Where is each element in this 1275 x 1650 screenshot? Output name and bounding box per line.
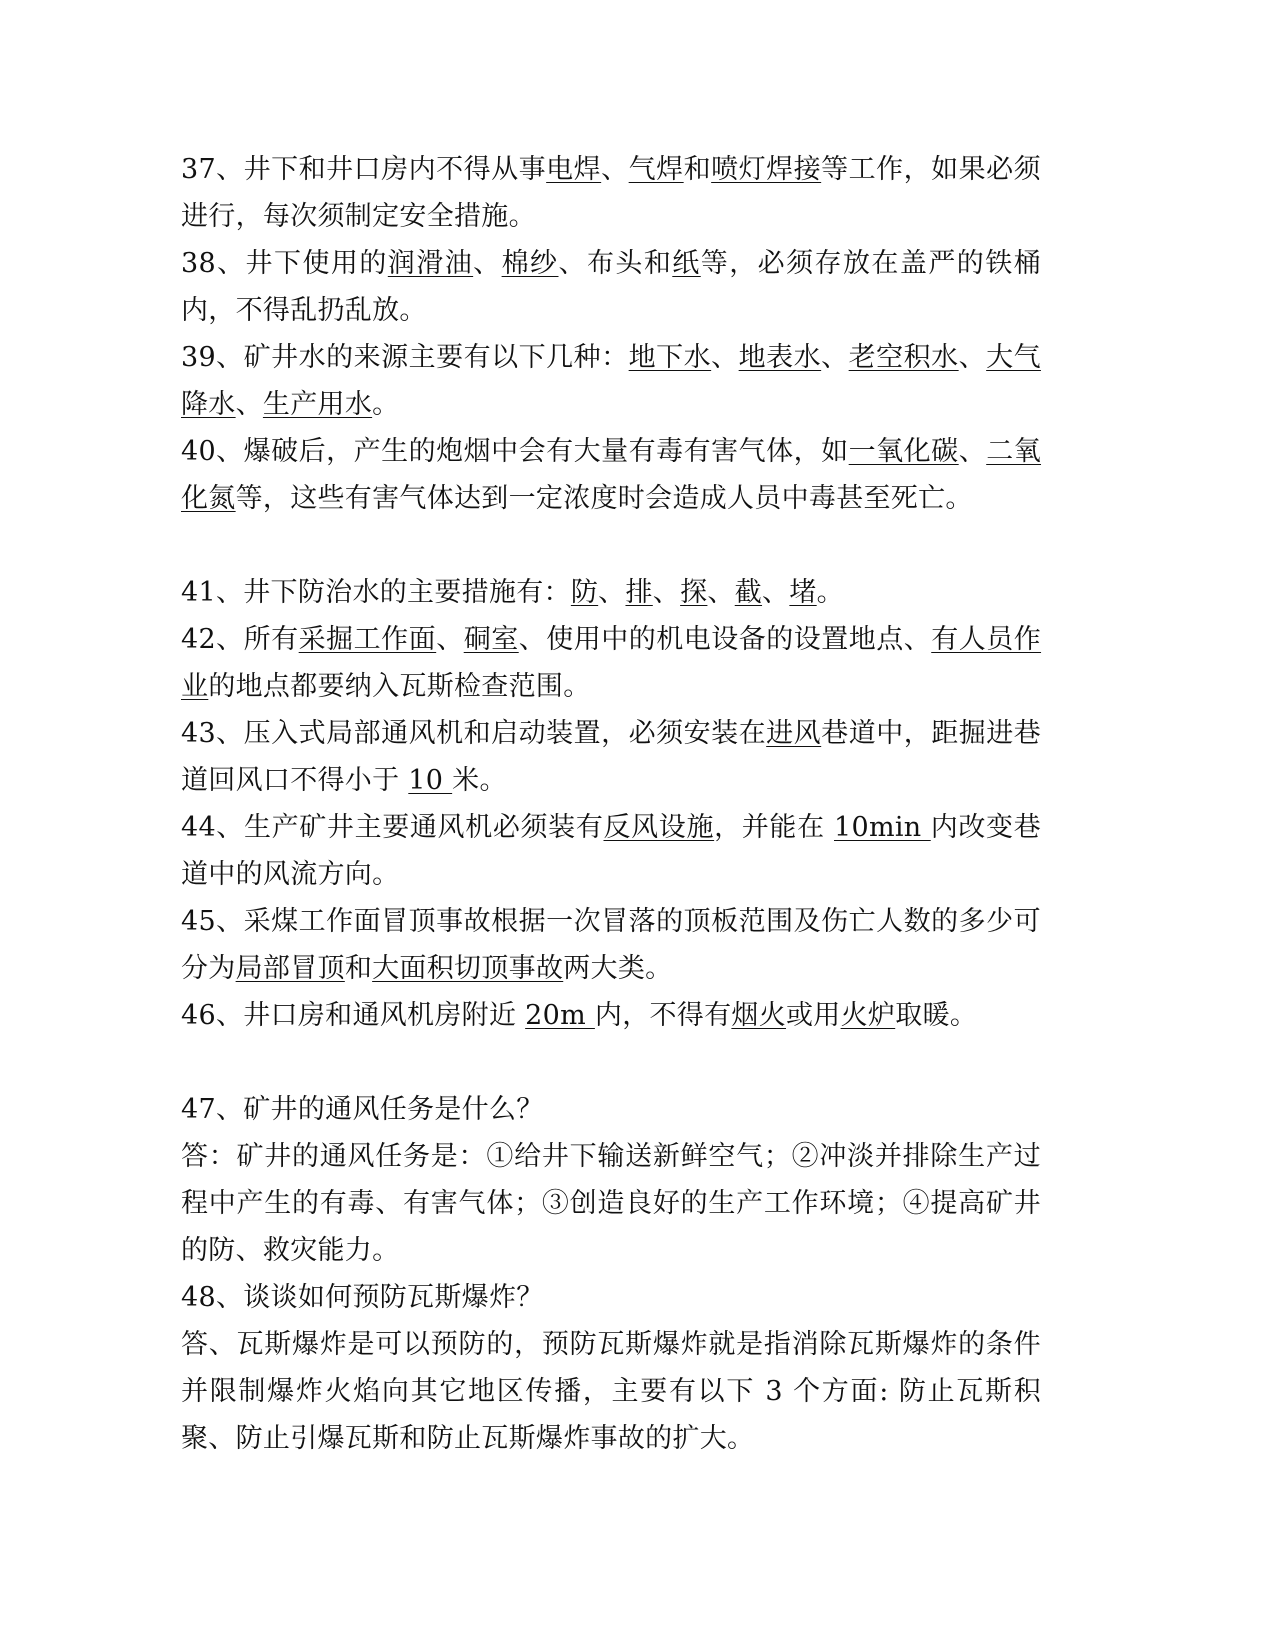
text-segment: 、 [711,342,739,373]
paragraph-q43 [181,710,1041,804]
text-segment: ，并能在 [714,812,834,843]
text-segment: 答、瓦斯爆炸是可以预防的，预防瓦斯爆炸就是指消除瓦斯爆炸的条件并限制爆炸火焰向其它地区传播，主要有以下 3 个方面: 防止瓦斯积聚、防止引爆瓦斯和防止瓦斯爆炸事故的扩大。 [181,1329,1041,1454]
text-segment: 38、井下使用的 [181,248,388,279]
text-segment: 、 [473,248,502,279]
underlined-answer: 反风设施 [603,812,715,843]
text-segment: 米。 [452,765,507,796]
paragraph-q40 [181,428,1041,522]
underlined-answer: 截 [734,577,763,608]
text-segment: 内，不得有 [594,1000,732,1031]
text-segment: 44、生产矿井主要通风机必须装有 [181,812,604,843]
text-segment: 巷道中，距掘进巷道回风口不得小于 [181,718,1041,796]
text-segment: 、 [707,577,735,608]
document-body [181,146,1041,1462]
underlined-answer: 润滑油 [387,248,474,279]
text-segment: 。 [816,577,844,608]
underlined-answer: 采掘工作面 [298,624,437,655]
text-segment: 43、压入式局部通风机和启动装置，必须安装在 [181,718,767,749]
underlined-answer: 防 [570,577,599,608]
underlined-answer: 二氧化氮 [181,436,1042,514]
text-segment: 42、所有 [181,624,299,655]
text-segment: 的地点都要纳入瓦斯检查范围。 [208,671,591,702]
text-segment: 和 [344,953,373,984]
text-segment: 、 [598,577,626,608]
paragraph-a47 [181,1133,1041,1274]
paragraph-q45 [181,898,1041,992]
underlined-answer: 有人员作业 [181,624,1042,702]
text-segment: 、 [762,577,790,608]
underlined-answer: 硐室 [463,624,519,655]
underlined-answer: 喷灯焊接 [711,154,822,185]
paragraph-q48 [181,1274,1041,1321]
text-segment: 、 [652,577,681,608]
text-segment: 、使用中的机电设备的设置地点、 [518,624,932,655]
paragraph-a48 [181,1321,1041,1462]
text-segment: 、 [958,436,987,467]
underlined-answer: 进风 [766,718,822,749]
underlined-answer: 10min [834,812,931,843]
underlined-answer: 20m [525,1000,595,1031]
underlined-answer: 大面积切顶事故 [372,953,564,984]
paragraph-q44 [181,804,1041,898]
underlined-answer: 一氧化碳 [848,436,959,467]
underlined-answer: 10 [408,765,453,796]
text-segment: 、 [821,342,849,373]
paragraph-q37 [181,146,1041,240]
text-segment: 或用 [786,1000,841,1031]
text-segment: 、布头和 [558,248,673,279]
underlined-answer: 大气降水 [181,342,1041,420]
paragraph-q41 [181,569,1041,616]
paragraph-q47 [181,1086,1041,1133]
underlined-answer: 探 [680,577,708,608]
paragraph-q46 [181,992,1041,1039]
underlined-answer: 生产用水 [262,389,373,420]
text-segment: 。 [372,389,400,420]
text-segment: 46、井口房和通风机房附近 [181,1000,526,1031]
paragraph-q42 [181,616,1041,710]
paragraph-q38 [181,240,1041,334]
text-segment: 39、矿井水的来源主要有以下几种： [181,342,629,373]
text-segment: 41、井下防治水的主要措施有： [181,577,571,608]
text-segment: 47、矿井的通风任务是什么？ [181,1094,544,1125]
text-segment: 等，这些有害气体达到一定浓度时会造成人员中毒甚至死亡。 [235,483,973,514]
text-segment: 37、井下和井口房内不得从事 [181,154,547,185]
underlined-answer: 堵 [789,577,817,608]
text-segment: 两大类。 [563,953,673,984]
text-segment: 内改变巷道中的风流方向。 [181,812,1042,890]
underlined-answer: 地表水 [738,342,822,373]
text-segment: 、 [958,342,987,373]
text-segment: 取暖。 [895,1000,978,1031]
underlined-answer: 地下水 [628,342,712,373]
text-segment: 48、谈谈如何预防瓦斯爆炸？ [181,1282,544,1313]
text-segment: 、 [436,624,464,655]
text-segment: 、 [235,389,263,420]
paragraph-q39 [181,334,1041,428]
text-segment: 等，必须存放在盖严的铁桶内，不得乱扔乱放。 [181,248,1041,326]
underlined-answer: 火炉 [840,1000,896,1031]
underlined-answer: 气焊 [628,154,684,185]
underlined-answer: 局部冒顶 [235,953,345,984]
underlined-answer: 老空积水 [848,342,959,373]
underlined-answer: 纸 [672,248,701,279]
text-segment: 等工作，如果必须进行，每次须制定安全措施。 [181,154,1041,232]
text-segment: 和 [683,154,712,185]
text-segment: 40、爆破后，产生的炮烟中会有大量有毒有害气体，如 [181,436,849,467]
underlined-answer: 烟火 [731,1000,786,1031]
text-segment: 、 [601,154,629,185]
text-segment: 答：矿井的通风任务是：①给井下输送新鲜空气；②冲淡并排除生产过程中产生的有毒、有害气体；③创造良好的生产工作环境；④提高矿井的防、救灾能力。 [181,1141,1041,1266]
underlined-answer: 棉纱 [501,248,559,279]
text-segment: 45、采煤工作面冒顶事故根据一次冒落的顶板范围及伤亡人数的多少可分为 [181,906,1041,984]
underlined-answer: 排 [625,577,653,608]
underlined-answer: 电焊 [546,154,602,185]
